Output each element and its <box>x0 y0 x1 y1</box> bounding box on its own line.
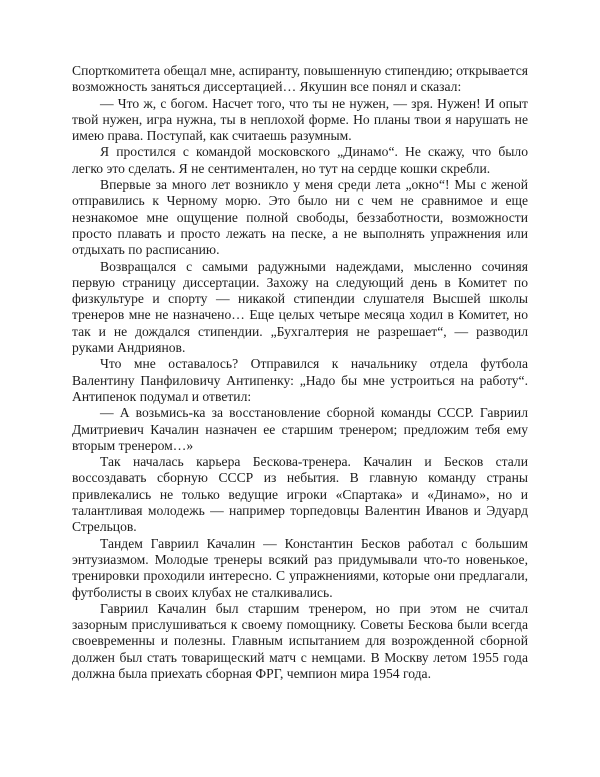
paragraph-black-sea: Впервые за много лет возникло у меня среди лета „окно“! Мы с женой отправились к Черному морю. Это было ни с чем не сравнимое и еще незнакомое мне ощущение полной свободы, беззаботности, возможности просто плавать и просто лежать на песке, а не выполнять упражнения или отдыхать по расписанию. <box>72 177 528 258</box>
paragraph-kachalin: Гавриил Качалин был старшим тренером, но при этом не считал зазорным прислушиваться к своему помощнику. Советы Бескова были всегда своевременны и полезны. Главным испытанием для возрожденной сборной должен был стать товарищеский матч с немцами. В Москву летом 1955 года должна была приехать сборная ФРГ, чемпион мира 1954 года. <box>72 600 528 681</box>
paragraph-farewell-dynamo: Я простился с командой московского „Динамо“. Не скажу, что было легко это сделать. Я не сентиментален, но тут на сердце кошки скребли. <box>72 144 528 176</box>
document-page <box>72 63 528 682</box>
paragraph-national-team-offer: — А возьмись-ка за восстановление сборной команды СССР. Гавриил Дмитриевич Качалин назначен ее старшим тренером; предложим тебя ему вторым тренером…» <box>72 405 528 453</box>
paragraph-antipenok: Что мне оставалось? Отправился к начальнику отдела футбола Валентину Панфиловичу Антипенку: „Надо бы мне устроиться на работу“. Антипенок подумал и ответил: <box>72 356 528 404</box>
paragraph-yakushin-reply: — Что ж, с богом. Насчет того, что ты не нужен, — зря. Нужен! И опыт твой нужен, игра нужна, ты в неплохой форме. Но планы твои я нарушать не имею права. Поступай, как считаешь разумным. <box>72 95 528 144</box>
paragraph-coaching-career: Так началась карьера Бескова-тренера. Качалин и Бесков стали воссоздавать сборную СССР из небытия. В главную команду страны привлекались не только ведущие игроки «Спартака» и «Динамо», но и талантливая молодежь — например торпедовцы Валентин Иванов и Эдуард Стрельцов. <box>72 454 528 535</box>
paragraph-continuation: Спорткомитета обещал мне, аспиранту, повышенную стипендию; открывается возможность заняться диссертацией… Якушин все понял и сказал: <box>72 63 528 95</box>
paragraph-dissertation: Возвращался с самыми радужными надеждами, мысленно сочиняя первую страницу диссертации. Захожу на следующий день в Комитет по физкультуре и спорту — никакой стипендии слушателя Высшей школы тренеров мне не назначено… Еще целых четыре месяца ходил в Комитет, но так и не дождался стипендии. „Бухгалтерия не разрешает“, — разводил руками Андриянов. <box>72 258 528 356</box>
paragraph-tandem: Тандем Гавриил Качалин — Константин Бесков работал с большим энтузиазмом. Молодые тренеры всякий раз придумывали что-то новенькое, тренировки проходили интересно. С упражнениями, которые они предлагали, футболисты в своих клубах не сталкивались. <box>72 535 528 600</box>
